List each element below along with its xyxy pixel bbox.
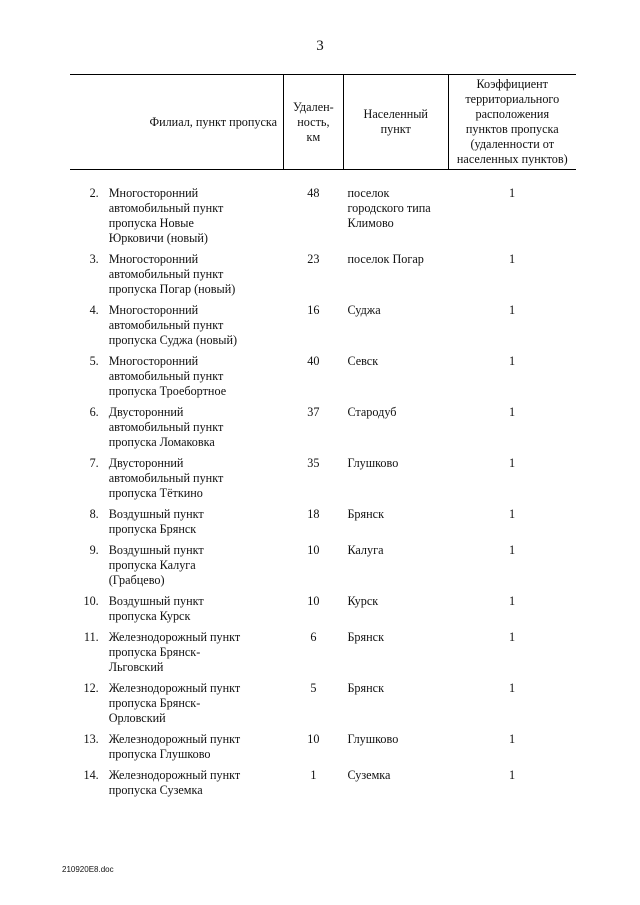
row-distance: 10 (307, 594, 320, 608)
row-number: 14. (83, 768, 99, 782)
row-branch-name: Железнодорожный пункт пропуска Глушково (108, 732, 241, 761)
footer-filename: 210920E8.doc (62, 865, 114, 874)
row-number: 3. (89, 252, 99, 266)
row-settlement: Брянск (347, 630, 384, 644)
row-distance: 10 (307, 543, 320, 557)
row-number: 8. (89, 507, 99, 521)
row-settlement: поселок Погар (347, 252, 424, 266)
row-distance: 40 (307, 354, 320, 368)
row-settlement: Калуга (347, 543, 384, 557)
row-distance: 16 (307, 303, 320, 317)
row-settlement: поселок городского типа Климово (347, 186, 431, 230)
row-settlement: Брянск (347, 507, 384, 521)
row-coefficient: 1 (508, 681, 516, 695)
row-branch-name: Воздушный пункт пропуска Калуга (Грабцево) (108, 543, 204, 587)
header-settlement: Населенный пункт (343, 75, 448, 170)
table-row (70, 543, 576, 594)
row-branch-name: Воздушный пункт пропуска Брянск (108, 507, 204, 536)
row-number: 13. (83, 732, 99, 746)
row-distance: 23 (307, 252, 320, 266)
page-number: 3 (316, 38, 324, 54)
row-branch-name: Многосторонний автомобильный пункт пропуска Троебортное (108, 354, 227, 398)
row-settlement: Суджа (347, 303, 381, 317)
table-row (70, 170, 576, 253)
row-distance: 1 (310, 768, 317, 782)
row-coefficient: 1 (508, 732, 516, 746)
row-coefficient: 1 (508, 768, 516, 782)
row-settlement: Глушково (347, 456, 399, 470)
row-branch-name: Многосторонний автомобильный пункт пропуска Погар (новый) (108, 252, 236, 296)
table-row (70, 252, 576, 303)
table-row (70, 768, 576, 804)
row-coefficient: 1 (508, 543, 516, 557)
row-settlement: Севск (347, 354, 379, 368)
row-branch-name: Воздушный пункт пропуска Курск (108, 594, 204, 623)
row-branch-name: Железнодорожный пункт пропуска Брянск- Льговский (108, 630, 241, 674)
header-coefficient: Коэффициент территориального расположения пунктов пропуска (удаленности от населенных пунктов) (448, 75, 576, 170)
table-row (70, 681, 576, 732)
row-number: 4. (89, 303, 99, 317)
table-header-row (70, 75, 576, 170)
row-coefficient: 1 (508, 252, 516, 266)
row-distance: 37 (307, 405, 320, 419)
row-number: 6. (89, 405, 99, 419)
row-branch-name: Многосторонний автомобильный пункт пропуска Новые Юрковичи (новый) (108, 186, 224, 245)
row-distance: 10 (307, 732, 320, 746)
header-branch: Филиал, пункт пропуска (107, 75, 284, 170)
row-distance: 35 (307, 456, 320, 470)
row-coefficient: 1 (508, 354, 516, 368)
row-coefficient: 1 (508, 630, 516, 644)
header-number (70, 75, 107, 170)
row-coefficient: 1 (508, 303, 516, 317)
row-settlement: Курск (347, 594, 379, 608)
table-row (70, 354, 576, 405)
row-distance: 48 (307, 186, 320, 200)
row-coefficient: 1 (508, 405, 516, 419)
row-number: 2. (89, 186, 99, 200)
table-row (70, 456, 576, 507)
row-branch-name: Двусторонний автомобильный пункт пропуска Ломаковка (108, 405, 224, 449)
row-number: 12. (83, 681, 99, 695)
row-coefficient: 1 (508, 186, 516, 200)
row-coefficient: 1 (508, 456, 516, 470)
table-row (70, 732, 576, 768)
row-branch-name: Двусторонний автомобильный пункт пропуска Тёткино (108, 456, 224, 500)
row-settlement: Глушково (347, 732, 399, 746)
row-coefficient: 1 (508, 594, 516, 608)
row-settlement: Брянск (347, 681, 384, 695)
row-distance: 18 (307, 507, 320, 521)
row-number: 10. (83, 594, 99, 608)
row-number: 5. (89, 354, 99, 368)
row-number: 9. (89, 543, 99, 557)
row-number: 11. (83, 630, 99, 644)
table-row (70, 630, 576, 681)
row-coefficient: 1 (508, 507, 516, 521)
row-settlement: Суземка (347, 768, 391, 782)
row-branch-name: Многосторонний автомобильный пункт пропуска Суджа (новый) (108, 303, 238, 347)
row-branch-name: Железнодорожный пункт пропуска Брянск- Орловский (108, 681, 241, 725)
table-row (70, 507, 576, 543)
row-distance: 5 (310, 681, 317, 695)
row-branch-name: Железнодорожный пункт пропуска Суземка (108, 768, 241, 797)
row-settlement: Стародуб (347, 405, 397, 419)
row-distance: 6 (310, 630, 317, 644)
checkpoints-table (70, 74, 576, 804)
row-number: 7. (89, 456, 99, 470)
table-row (70, 303, 576, 354)
table-row (70, 405, 576, 456)
header-distance: Удален- ность, км (283, 75, 343, 170)
table-row (70, 594, 576, 630)
